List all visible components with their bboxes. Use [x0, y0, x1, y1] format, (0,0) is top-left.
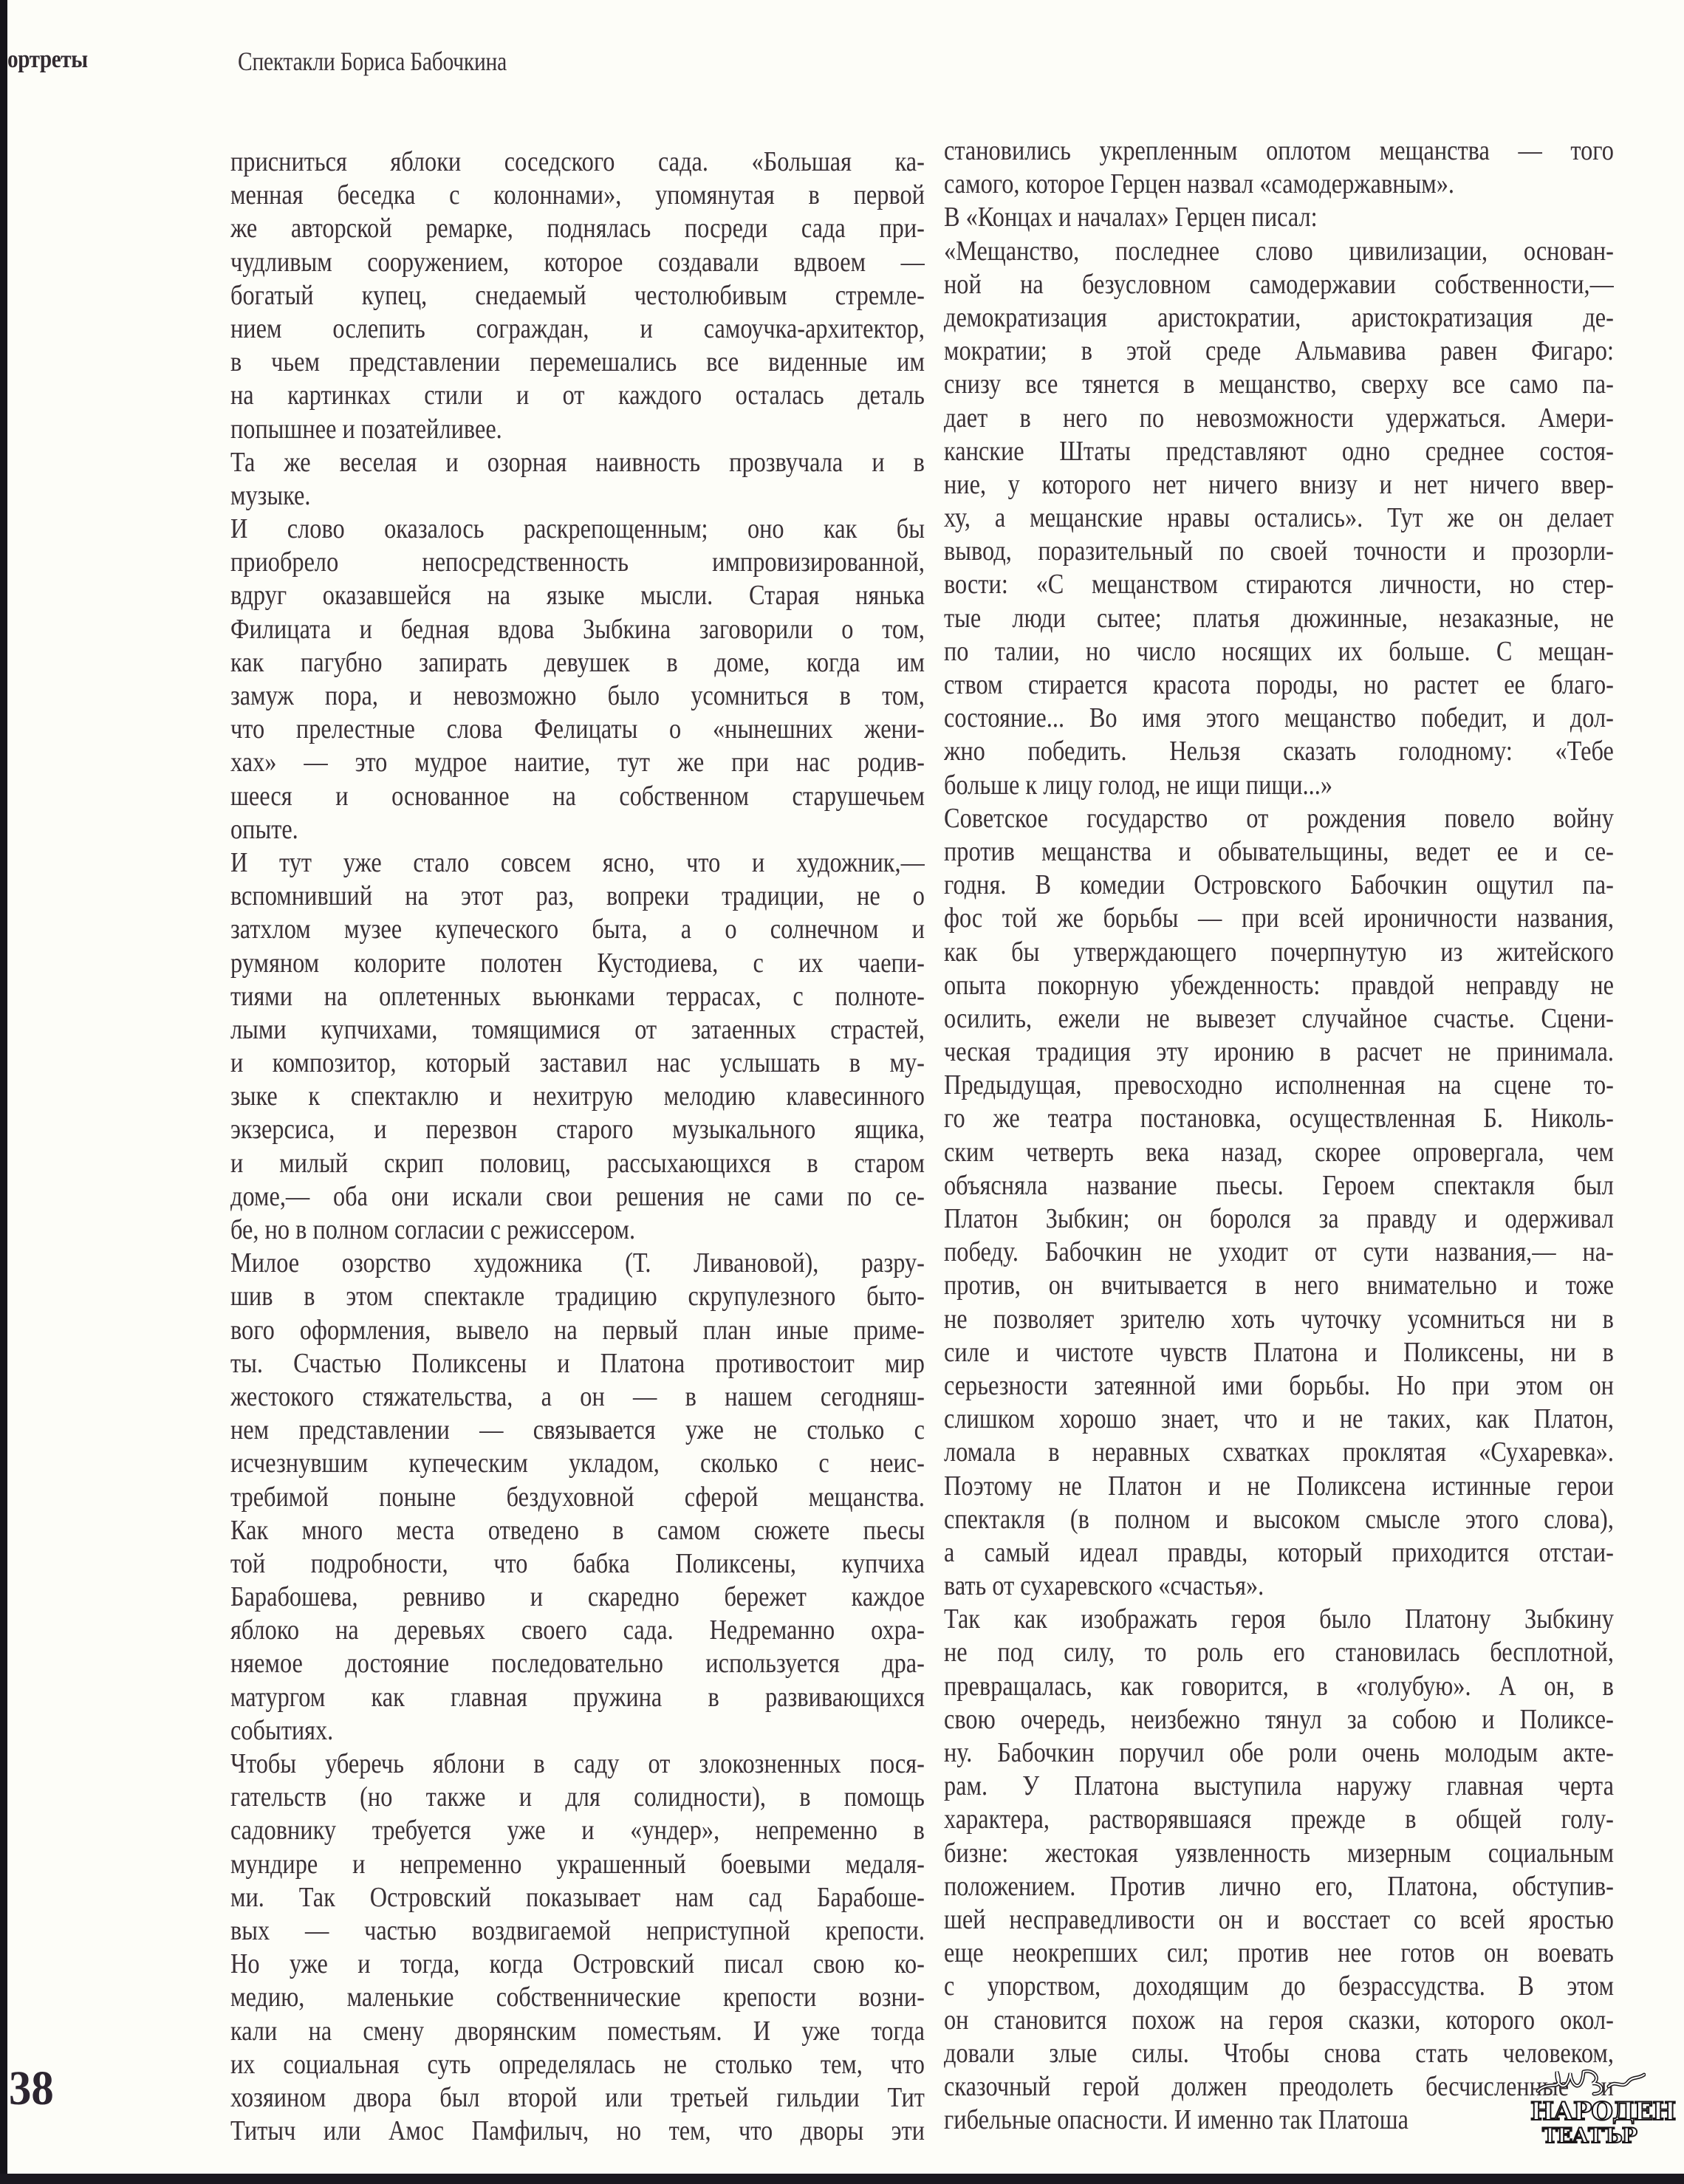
text-line: [230, 1647, 925, 1680]
text-line: [230, 1914, 925, 1948]
text-line-content: Платон Зыбкин; он боролся за правду и одерживал: [944, 1203, 1614, 1234]
publisher-logo: [1530, 2064, 1676, 2148]
text-line-content: рам. У Платона выступила наружу главная черта: [944, 1770, 1614, 1802]
text-line: [230, 646, 925, 679]
text-line: [944, 1369, 1614, 1403]
text-line-content: чудливым сооружением, которое создавали вдвоем —: [230, 246, 925, 278]
text-line: [944, 936, 1614, 969]
text-line: [944, 635, 1614, 668]
text-line: [944, 1603, 1614, 1636]
text-line-content: Поэтому не Платон и не Поликсена истинные герои: [944, 1470, 1614, 1502]
text-line: [944, 1136, 1614, 1169]
text-line-content: медию, маленькие собственнические крепости возни-: [230, 1982, 925, 2013]
text-column-left: [230, 146, 925, 2148]
text-line-content: и милый скрип половиц, рассыхающихся в старом: [230, 1147, 925, 1179]
text-line-content: годня. В комедии Островского Бабочкин ощутил па-: [944, 869, 1614, 901]
text-line-content: против мещанства и обывательщины, ведет ее и се-: [944, 835, 1614, 867]
text-line-content: яблоко на деревьях своего сада. Недреманно охра-: [230, 1615, 925, 1646]
text-line: [230, 1247, 925, 1280]
text-line-content: И слово оказалось раскрепощенным; оно как бы: [230, 513, 925, 545]
text-line: [230, 1414, 925, 1447]
text-line: [230, 1347, 925, 1380]
text-line: [944, 1503, 1614, 1536]
text-line: [944, 1002, 1614, 1035]
text-line-content: а самый идеал правды, который приходится отстаи-: [944, 1536, 1614, 1568]
text-line-content: няемое достояние последовательно используется дра-: [230, 1648, 925, 1680]
text-line-content: музыке.: [230, 479, 311, 511]
text-line-content: Предыдущая, превосходно исполненная на сцене то-: [944, 1069, 1614, 1101]
text-line: [944, 368, 1614, 401]
text-line-content: вого оформления, вывело на первый план иные приме-: [230, 1314, 925, 1346]
text-line: [944, 602, 1614, 635]
text-line: [944, 1536, 1614, 1569]
text-line-content: тые люди сытее; платья дюжинные, незаказные, не: [944, 602, 1614, 634]
text-line-content: ной на безусловном самодержавии собственности,—: [944, 268, 1614, 300]
text-column-right: [944, 134, 1614, 2137]
text-line-content: опыта покорную убежденность: правдой неправду не: [944, 969, 1614, 1001]
text-line-content: он становится похож на героя сказки, которого окол-: [944, 2004, 1614, 2036]
text-line: [230, 1848, 925, 1881]
text-line-content: Так как изображать героя было Платону Зыбкину: [944, 1603, 1614, 1635]
text-line-content: вспомнивший на этот раз, вопреки традиции, не о: [230, 880, 925, 912]
text-line-content: ми. Так Островский показывает нам сад Барабоше-: [230, 1881, 925, 1913]
text-line-content: спектакля (в полном и высоком смысле этого слова),: [944, 1503, 1614, 1535]
text-line-content: Как много места отведено в самом сюжете пьесы: [230, 1514, 925, 1546]
text-line: [230, 713, 925, 746]
text-line-content: самого, которое Герцен назвал «самодержавным».: [944, 168, 1454, 200]
text-line-content: положением. Против лично его, Платона, обступив-: [944, 1870, 1614, 1902]
text-line-content: попышнее и позатейливее.: [230, 413, 502, 445]
text-line-content: больше к лицу голод, не ищи пищи...»: [944, 769, 1332, 801]
text-line-content: зыке к спектаклю и нехитрую мелодию клавесинного: [230, 1081, 925, 1112]
text-line: [230, 379, 925, 412]
text-line: [230, 1080, 925, 1113]
text-line-content: бе, но в полном согласии с режиссером.: [230, 1214, 636, 1245]
text-line-content: Но уже и тогда, когда Островский писал свою ко-: [230, 1948, 925, 1980]
text-line: [230, 1047, 925, 1080]
text-line: [944, 1102, 1614, 1135]
section-label: ортреты: [7, 46, 88, 73]
text-line: [944, 1937, 1614, 1970]
text-line-content: го же театра постановка, осуществленная Б. Николь-: [944, 1103, 1614, 1134]
text-line-content: еще неокрепших сил; против нее готов он воевать: [944, 1937, 1614, 1969]
text-line: [944, 134, 1614, 168]
text-line-content: матургом как главная пружина в развивающихся: [230, 1681, 925, 1713]
text-line: [230, 746, 925, 779]
text-line: [944, 301, 1614, 335]
text-line-content: мундире и непременно украшенный боевыми медаля-: [230, 1848, 925, 1880]
text-line-content: объясняла название пьесы. Героем спектакля был: [944, 1169, 1614, 1201]
text-line-content: Та же веселая и озорная наивность прозвучала и в: [230, 446, 925, 478]
text-line: [944, 535, 1614, 568]
text-line: [230, 1213, 925, 1247]
text-line-content: экзерсиса, и перезвон старого музыкального ящика,: [230, 1114, 925, 1146]
text-line: [230, 1481, 925, 1514]
text-line: [944, 1169, 1614, 1202]
text-line-content: хозяином двора был второй или третьей гильдии Тит: [230, 2081, 925, 2113]
text-line: [230, 679, 925, 713]
text-line: [230, 813, 925, 846]
text-line: [944, 502, 1614, 535]
text-line: [230, 2081, 925, 2115]
text-line: [944, 1236, 1614, 1269]
text-line: [944, 1202, 1614, 1236]
text-line: [230, 2015, 925, 2048]
text-line-content: их социальная суть определялась не столько тем, что: [230, 2048, 925, 2080]
text-line: [230, 1981, 925, 2014]
text-line: [944, 835, 1614, 869]
text-line-content: нем представлении — связывается уже не столько с: [230, 1414, 925, 1446]
page-spine-edge: [0, 0, 7, 2184]
text-line-content: что прелестные слова Фелицаты о «нынешних жени-: [230, 713, 925, 745]
text-line: [230, 446, 925, 479]
text-line: [230, 279, 925, 312]
text-line-content: же авторской ремарке, поднялась посреди сада при-: [230, 213, 925, 244]
text-line-content: жестокого стяжательства, а он — в нашем сегодняш-: [230, 1380, 925, 1412]
text-line-content: исчезнувшим купеческим укладом, сколько с неис-: [230, 1448, 925, 1479]
text-line: [944, 769, 1614, 802]
text-line-content: гательств (но также и для солидности), в помощь: [230, 1781, 925, 1813]
text-line-content: ломала в неравных схватках проклятая «Сухаревка».: [944, 1437, 1614, 1468]
text-line: [230, 1147, 925, 1180]
text-line: [944, 1837, 1614, 1870]
text-line: [944, 1569, 1614, 1603]
text-line-content: довали злые силы. Чтобы снова стать человеком,: [944, 2037, 1614, 2069]
text-line: [944, 402, 1614, 435]
text-line: [944, 1736, 1614, 1770]
text-line-content: И тут уже стало совсем ясно, что и художник,—: [230, 846, 925, 878]
text-line-content: на картинках стили и от каждого осталась деталь: [230, 380, 925, 411]
text-line: [944, 1903, 1614, 1937]
text-line: [944, 1703, 1614, 1736]
text-line: [230, 579, 925, 612]
text-line-content: сказочный герой должен преодолеть бесчисленные и: [944, 2070, 1614, 2102]
text-line-content: вых — частью воздвигаемой неприступной крепости.: [230, 1914, 925, 1946]
text-line-content: не позволяет зрителю хоть чуточку усомниться ни в: [944, 1303, 1614, 1335]
text-line-content: победу. Бабочкин не уходит от сути названия,— на-: [944, 1236, 1614, 1268]
text-line: [230, 1714, 925, 1747]
logo-text-line1: НАРОДЕН: [1530, 2097, 1676, 2126]
text-line-content: дает в него по невозможности удержаться. Амери-: [944, 402, 1614, 434]
text-line: [944, 869, 1614, 902]
text-line-content: доме,— оба они искали свои решения не сами по се-: [230, 1180, 925, 1212]
text-line: [230, 1447, 925, 1480]
text-line-content: снизу все тянется в мещанство, сверху все само па-: [944, 369, 1614, 400]
text-line: [944, 1436, 1614, 1469]
text-line-content: шей несправедливости он и восстает со всей яростью: [944, 1903, 1614, 1935]
text-line: [944, 1636, 1614, 1669]
text-line: [230, 212, 925, 245]
text-line: [944, 802, 1614, 835]
text-line-content: Филицата и бедная вдова Зыбкина заговорили о том,: [230, 613, 925, 645]
text-line-content: и композитор, который заставил нас услышать в му-: [230, 1047, 925, 1079]
text-line: [230, 1881, 925, 1914]
text-line: [944, 335, 1614, 368]
text-line-content: серьезности затеянной ими борьбы. Но при этом он: [944, 1369, 1614, 1401]
text-line: [230, 780, 925, 813]
text-line-content: ху, а мещанские нравы остались». Тут же он делает: [944, 502, 1614, 534]
text-line: [944, 568, 1614, 601]
text-line-content: по талии, но число носящих их больше. С мещан-: [944, 635, 1614, 667]
text-line-content: характера, растворявшаяся прежде в общей голу-: [944, 1804, 1614, 1835]
text-line-content: вывод, поразительный по своей точности и прозорли-: [944, 535, 1614, 567]
text-line: [230, 1581, 925, 1614]
text-line: [944, 1670, 1614, 1703]
text-line-content: опыте.: [230, 813, 298, 845]
text-line-content: вдруг оказавшейся на языке мысли. Старая нянька: [230, 580, 925, 612]
text-line: [230, 980, 925, 1013]
text-line: [230, 1681, 925, 1714]
text-line-content: становились укрепленным оплотом мещанства — того: [944, 135, 1614, 166]
text-line-content: присниться яблоки соседского сада. «Большая ка-: [230, 146, 925, 177]
text-line: [944, 1803, 1614, 1836]
text-line-content: слишком хорошо знает, что и не таких, как Платон,: [944, 1403, 1614, 1435]
text-line: [944, 1269, 1614, 1302]
text-line-content: мократии; в этой среде Альмавива равен Фигаро:: [944, 335, 1614, 367]
text-line-content: с упорством, доходящим до безрассудства. В этом: [944, 1971, 1614, 2002]
text-line-content: свою очередь, неизбежно тянул за собою и Поликсе-: [944, 1703, 1614, 1735]
text-line: [944, 2037, 1614, 2070]
text-line: [944, 1069, 1614, 1102]
text-line-content: богатый купец, снедаемый честолюбивым стремле-: [230, 279, 925, 311]
text-line: [944, 1470, 1614, 1503]
text-line-content: Чтобы уберечь яблони в саду от злокозненных пося-: [230, 1748, 925, 1779]
text-line-content: тиями на оплетенных вьюнками террасах, с полноте-: [230, 980, 925, 1012]
text-line-content: в чьем представлении перемешались все виденные им: [230, 346, 925, 378]
text-line-content: ты. Счастью Поликсены и Платона противостоит мир: [230, 1347, 925, 1379]
text-line: [230, 1747, 925, 1781]
text-line-content: Барабошева, ревниво и скаредно бережет каждое: [230, 1581, 925, 1613]
text-line-content: ством стирается красота породы, но растет ее благо-: [944, 669, 1614, 700]
text-line-content: нием ослепить сограждан, и самоучка-архитектор,: [230, 312, 925, 344]
text-line: [944, 235, 1614, 268]
logo-signature-icon: [1535, 2064, 1646, 2100]
text-line: [230, 2115, 925, 2148]
text-line-content: шееся и основанное на собственном старушечьем: [230, 780, 925, 812]
text-line: [230, 479, 925, 513]
text-line: [944, 1870, 1614, 1903]
text-line-content: румяном колорите полотен Кустодиева, с их чаепи-: [230, 947, 925, 979]
text-line: [944, 201, 1614, 234]
text-line: [230, 913, 925, 946]
text-line: [944, 468, 1614, 502]
text-line: [230, 1781, 925, 1814]
text-line: [230, 346, 925, 379]
text-line-content: как пагубно запирать девушек в доме, когда им: [230, 646, 925, 678]
text-line: [944, 2004, 1614, 2037]
text-line: [230, 1380, 925, 1414]
text-line: [944, 1336, 1614, 1369]
text-line: [230, 1280, 925, 1313]
text-line-content: как бы утверждающего почерпнутую из житейского: [944, 936, 1614, 968]
text-line-content: приобрело непосредственность импровизированной,: [230, 547, 925, 578]
text-line: [230, 2048, 925, 2081]
text-line-content: жно победить. Нельзя сказать голодному: «Тебе: [944, 736, 1614, 767]
logo-text-line2: ТЕАТЪР: [1542, 2123, 1637, 2148]
text-line: [230, 1814, 925, 1847]
text-line: [230, 413, 925, 446]
text-line-content: садовнику требуется уже и «ундер», непременно в: [230, 1815, 925, 1846]
text-line-content: менная беседка с колоннами», упомянутая в первой: [230, 179, 925, 211]
text-line-content: «Мещанство, последнее слово цивилизации, основан-: [944, 235, 1614, 267]
text-line-content: событиях.: [230, 1714, 334, 1746]
text-line-content: состояние... Во имя этого мещанство победит, и дол-: [944, 702, 1614, 734]
text-line-content: вости: «С мещанством стираются личности, но стер-: [944, 569, 1614, 600]
text-line-content: ским четверть века назад, скорее опровергала, чем: [944, 1136, 1614, 1168]
text-line: [230, 1013, 925, 1047]
text-line: [944, 268, 1614, 301]
text-line: [944, 902, 1614, 935]
text-line-content: шив в этом спектакле традицию скрупулезного быто-: [230, 1281, 925, 1312]
text-line: [230, 880, 925, 913]
text-line: [230, 1948, 925, 1981]
text-line: [230, 846, 925, 880]
text-line-content: демократизация аристократии, аристократизация де-: [944, 301, 1614, 333]
text-line-content: Милое озорство художника (Т. Ливановой), разру-: [230, 1247, 925, 1279]
text-line-content: превращалась, как говорится, в «голубую». А он, в: [944, 1670, 1614, 1702]
text-line-content: затхлом музее купеческого быта, а о солнечном и: [230, 914, 925, 945]
text-line-content: не под силу, то роль его становилась бесплотной,: [944, 1637, 1614, 1668]
text-line: [944, 1970, 1614, 2003]
text-line: [230, 1514, 925, 1547]
text-line-content: хах» — это мудрое наитие, тут же при нас родив-: [230, 747, 925, 778]
text-line: [230, 1113, 925, 1146]
text-line: [944, 702, 1614, 735]
text-line: [230, 1314, 925, 1347]
text-line: [230, 1180, 925, 1213]
text-line: [944, 168, 1614, 201]
text-line-content: ние, у которого нет ничего внизу и нет ничего ввер-: [944, 468, 1614, 500]
text-line-content: бизне: жестокая уязвленность мизерным социальным: [944, 1837, 1614, 1869]
page-bottom-edge: [0, 2174, 1684, 2184]
text-line: [944, 1403, 1614, 1436]
text-line: [944, 969, 1614, 1002]
text-line: [230, 1547, 925, 1581]
text-line-content: канские Штаты представляют одно среднее состоя-: [944, 435, 1614, 467]
text-line: [230, 613, 925, 646]
text-line-content: осилить, ежели не вывезет случайное счастье. Сцени-: [944, 1002, 1614, 1034]
text-line-content: той подробности, что бабка Поликсены, купчиха: [230, 1547, 925, 1579]
text-line: [230, 546, 925, 579]
text-line-content: ну. Бабочкин поручил обе роли очень молодым акте-: [944, 1737, 1614, 1768]
running-title: Спектакли Бориса Бабочкина: [238, 47, 507, 76]
text-line-content: вать от сухаревского «счастья».: [944, 1570, 1264, 1602]
text-line-content: В «Концах и началах» Герцен писал:: [944, 202, 1318, 233]
text-line: [944, 735, 1614, 768]
text-line: [230, 312, 925, 346]
text-line: [230, 246, 925, 279]
text-line: [944, 2070, 1614, 2103]
text-line: [944, 435, 1614, 468]
text-line: [230, 947, 925, 980]
text-line-content: гибельные опасности. И именно так Платоша: [944, 2104, 1409, 2136]
text-line: [230, 146, 925, 179]
page-number: 38: [9, 2061, 54, 2115]
text-line: [944, 1770, 1614, 1803]
text-line-content: требимой поныне бездуховной сферой мещанства.: [230, 1481, 925, 1513]
text-line-content: фос той же борьбы — при всей ироничности названия,: [944, 903, 1614, 934]
text-line-content: против, он вчитывается в него внимательно и тоже: [944, 1270, 1614, 1301]
text-line-content: силе и чистоте чувств Платона и Поликсены, ни в: [944, 1336, 1614, 1368]
text-line: [230, 1614, 925, 1647]
text-line-content: ческая традиция эту иронию в расчет не принимала.: [944, 1036, 1614, 1068]
text-line-content: лыми купчихами, томящимися от затаенных страстей,: [230, 1013, 925, 1045]
text-line: [230, 513, 925, 546]
text-line-content: Советское государство от рождения повело войну: [944, 802, 1614, 834]
text-line: [944, 1303, 1614, 1336]
text-line-content: замуж пора, и невозможно было усомниться в том,: [230, 680, 925, 711]
text-line: [944, 1035, 1614, 1069]
text-line: [944, 2103, 1614, 2137]
text-line-content: кали на смену дворянским поместьям. И уже тогда: [230, 2015, 925, 2047]
text-line: [944, 668, 1614, 702]
text-line: [230, 179, 925, 212]
text-line-content: Титыч или Амос Памфилыч, но тем, что дворы эти: [230, 2115, 925, 2147]
